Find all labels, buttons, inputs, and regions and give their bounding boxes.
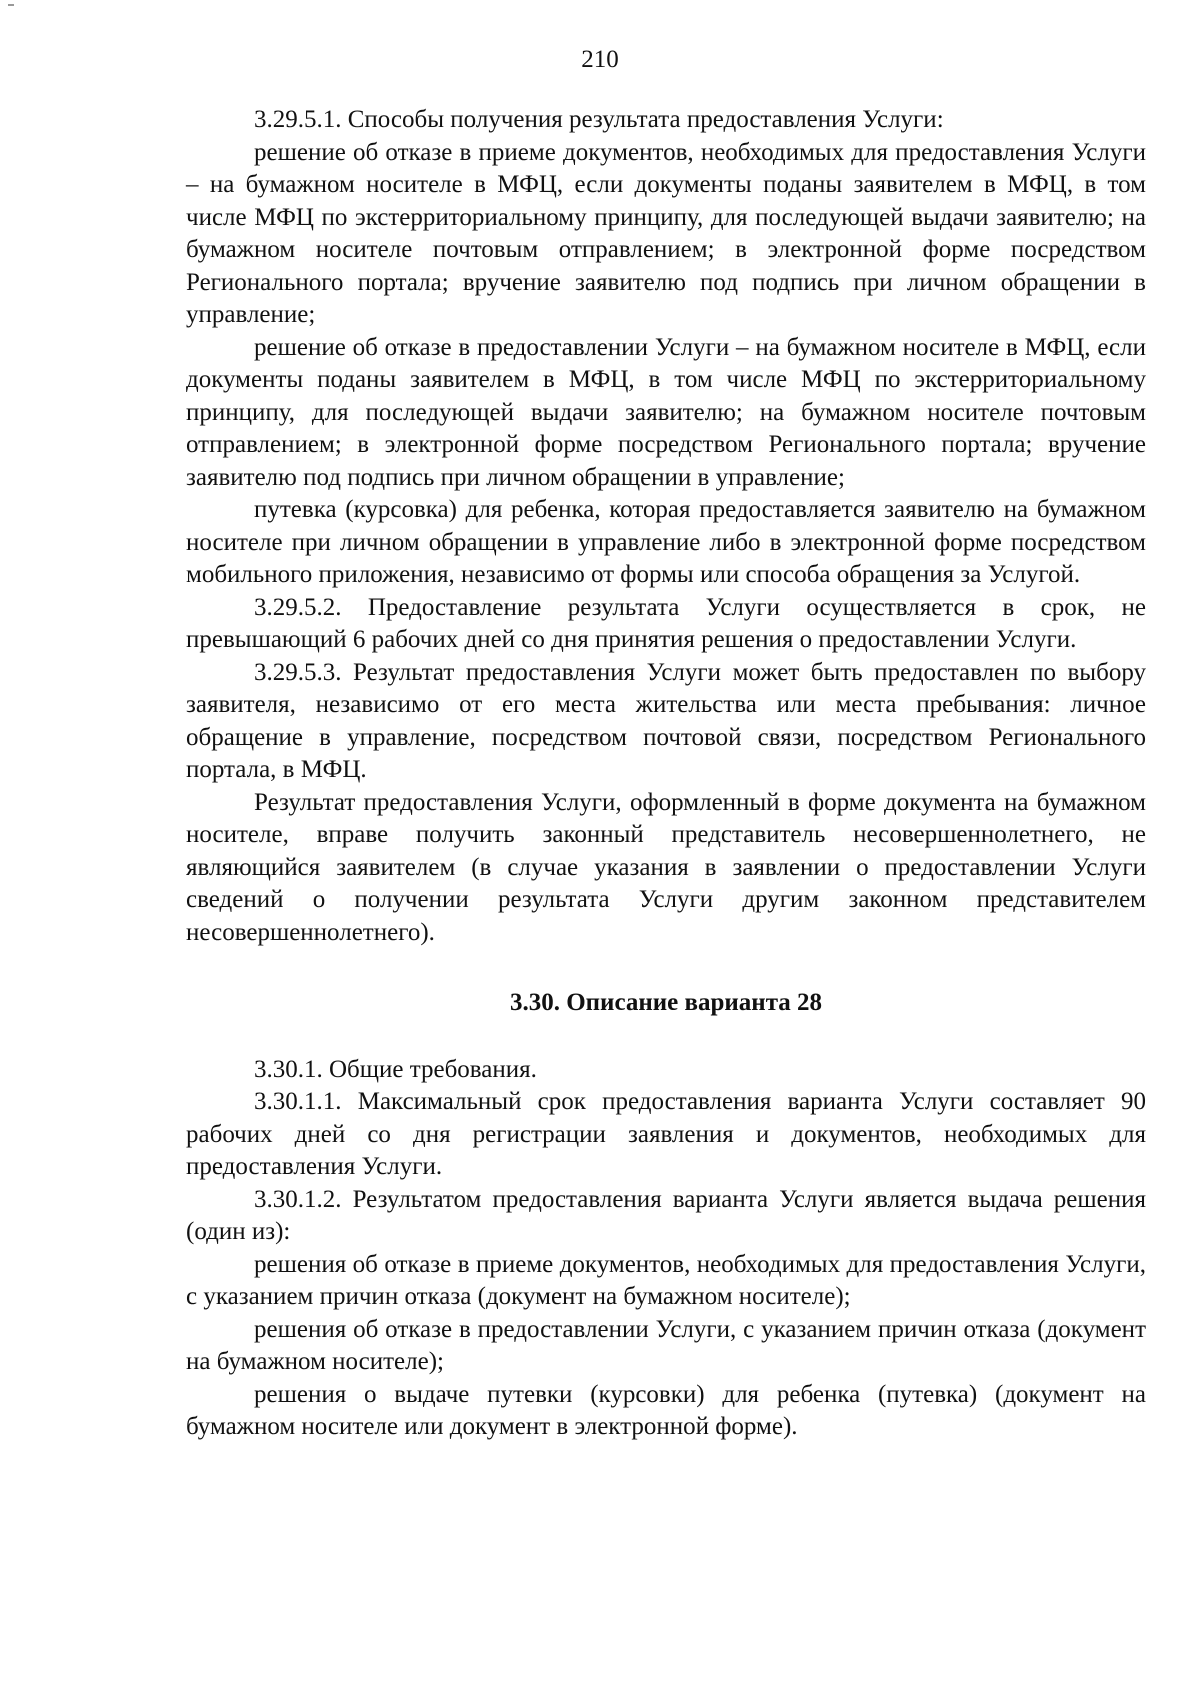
paragraph-refusal-documents: решение об отказе в приеме документов, необходимых для предоставления Услуги – на бумажном носителе в МФЦ, если документы поданы заявителем в МФЦ, в том числе МФЦ по экстерриториальному принципу, для последующей выдачи заявителю; на бумажном носителе почтовым отправлением; в электронной форме посредством Регионального портала; вручение заявителю под подпись при личном обращении в управление;: [186, 138, 1146, 328]
paragraph-refusal-service: решение об отказе в предоставлении Услуги – на бумажном носителе в МФЦ, если документы поданы заявителем в МФЦ, в том числе МФЦ по экстерриториальному принципу, для последующей выдачи заявителю; на бумажном носителе почтовым отправлением; в электронной форме посредством Регионального портала; вручение заявителю под подпись при личном обращении в управление;: [186, 333, 1146, 491]
document-body: [186, 104, 1146, 1444]
paragraph-3-30-1-2: 3.30.1.2. Результатом предоставления варианта Услуги является выдача решения (один из):: [186, 1185, 1146, 1245]
paragraph-decision-refusal-service: решения об отказе в предоставлении Услуги, с указанием причин отказа (документ на бумажном носителе);: [186, 1315, 1146, 1375]
paragraph-voucher: путевка (курсовка) для ребенка, которая предоставляется заявителю на бумажном носителе при личном обращении в управление либо в электронной форме посредством мобильного приложения, независимо от формы или способа обращения за Услугой.: [186, 496, 1146, 588]
paragraph-3-29-5-1: 3.29.5.1. Способы получения результата предоставления Услуги:: [254, 106, 944, 133]
paragraph-3-29-5-2: 3.29.5.2. Предоставление результата Услуги осуществляется в срок, не превышающий 6 рабочих дней со дня принятия решения о предоставлении Услуги.: [186, 593, 1146, 653]
scan-artifact-mark: [8, 4, 14, 6]
section-heading: 3.30. Описание варианта 28: [509, 989, 823, 1016]
paragraph-3-29-5-3: 3.29.5.3. Результат предоставления Услуги может быть предоставлен по выбору заявителя, независимо от его места жительства или места пребывания: личное обращение в управление, посредством почтовой связи, посредством Регионального портала, в МФЦ.: [186, 658, 1146, 783]
paragraph-legal-representative: Результат предоставления Услуги, оформленный в форме документа на бумажном носителе, вправе получить законный представитель несовершеннолетнего, не являющийся заявителем (в случае указания в заявлении о предоставлении Услуги сведений о получении результата Услуги другим законном представителем несовершеннолетнего).: [186, 788, 1146, 946]
paragraph-decision-refusal-documents: решения об отказе в приеме документов, необходимых для предоставления Услуги, с указанием причин отказа (документ на бумажном носителе);: [186, 1250, 1146, 1310]
paragraph-3-30-1-1: 3.30.1.1. Максимальный срок предоставления варианта Услуги составляет 90 рабочих дней со дня регистрации заявления и документов, необходимых для предоставления Услуги.: [186, 1088, 1146, 1180]
page-number: 210: [581, 46, 619, 73]
paragraph-decision-voucher: решения о выдаче путевки (курсовки) для ребенка (путевка) (документ на бумажном носителе или документ в электронной форме).: [186, 1380, 1146, 1440]
paragraph-3-30-1: 3.30.1. Общие требования.: [254, 1055, 537, 1083]
